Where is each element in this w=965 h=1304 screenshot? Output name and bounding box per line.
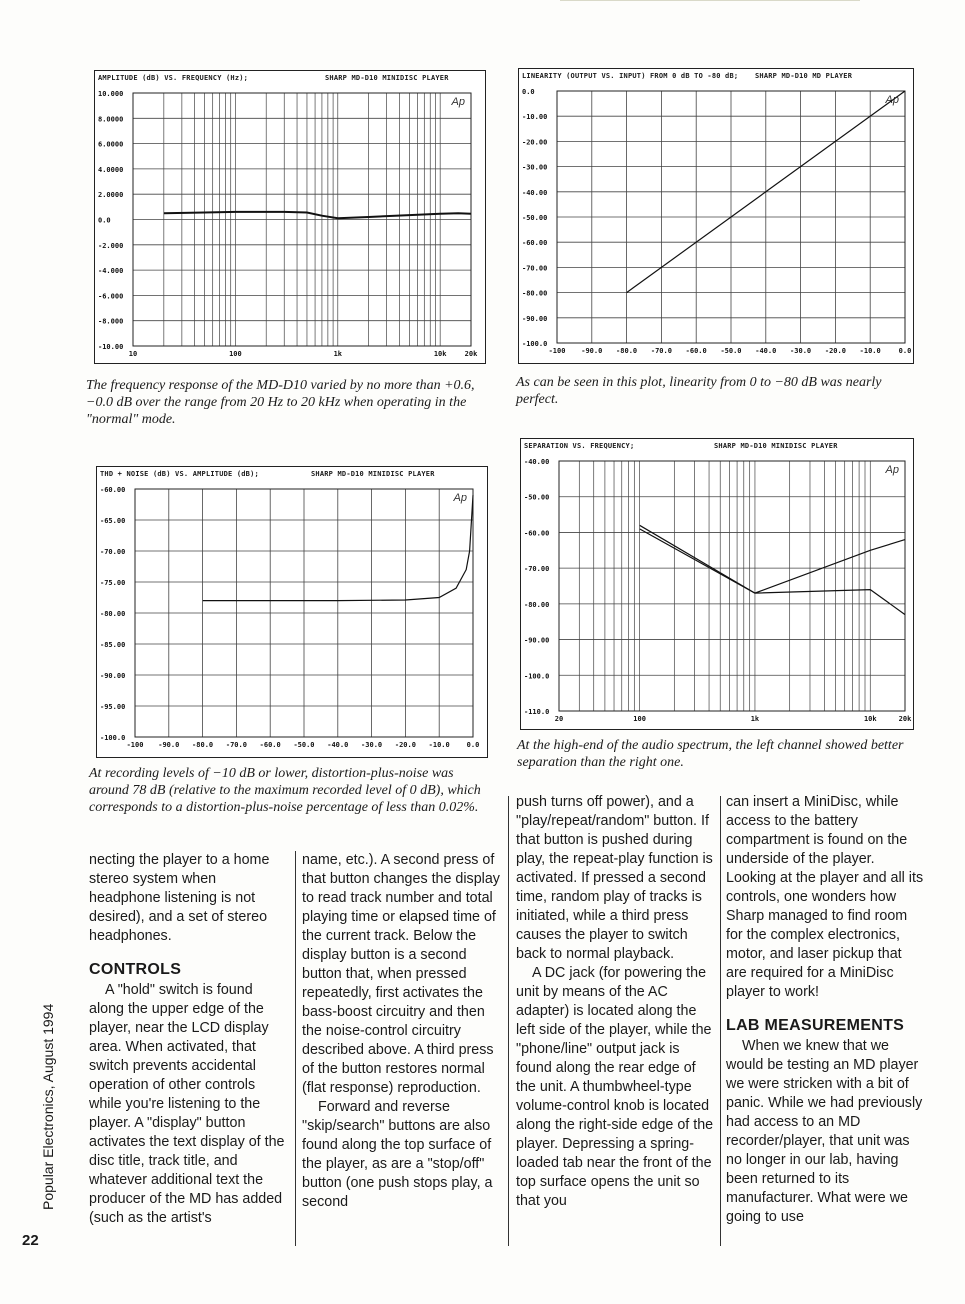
y-tick-label: -80.00 [524,600,550,609]
chart-subtitle: SHARP MD-D10 MD PLAYER [755,72,853,80]
chart-svg [95,71,485,363]
y-tick-label: -110.0 [524,708,550,716]
x-tick-label: 0.0 [466,741,480,749]
y-tick-label: -30.00 [522,163,548,172]
x-tick-label: 1k [333,350,343,358]
paragraph: A DC jack (for powering the unit by means of the AC adapter) is located along the left side of the player, while the "phone/line" output jack is found along the rear edge of the unit. A thumbwheel-type volume-control knob is located along the right-side edge of the player. Depressing a spring-loaded tab near the front of the top surface opens the unit so that you [516,965,714,1209]
section-heading-lab-measurements: LAB MEASUREMENTS [726,1017,905,1034]
y-tick-label: -8.000 [98,317,124,326]
y-tick-label: 8.0000 [98,115,124,124]
x-tick-label: -30.0 [790,347,812,355]
top-edge-line [560,0,860,1]
x-tick-label: 1k [750,715,760,723]
paragraph: Forward and reverse "skip/search" buttons are also found along the top surface of the player, as are a "stop/off" button (one push stops play, a second [302,1099,493,1210]
x-tick-label: 10 [128,350,138,358]
chart-title: LINEARITY (OUTPUT VS. INPUT) FROM 0 dB TO -80 dB; [522,72,739,80]
ap-watermark: Ap [885,464,899,476]
chart-svg [519,69,913,363]
x-tick-label: -70.0 [225,741,247,749]
y-tick-label: -80.00 [522,289,548,298]
running-footer: Popular Electronics, August 1994 [40,1003,56,1210]
x-tick-label: 0.0 [898,347,912,355]
x-tick-label: -90.0 [158,741,180,749]
y-tick-label: -85.00 [100,641,126,649]
y-tick-label: -100.0 [522,340,548,348]
paragraph: necting the player to a home stereo system when headphone listening is not desired), and a set of stereo headphones. [89,852,270,944]
separation-chart [520,438,914,730]
page-number: 22 [22,1232,39,1249]
section-heading-controls: CONTROLS [89,961,182,978]
y-tick-label: 6.0000 [98,140,124,149]
y-tick-label: 0.0 [98,216,111,225]
y-tick-label: 2.0000 [98,191,124,200]
y-tick-label: -60.00 [522,239,548,248]
ap-watermark: Ap [885,94,899,106]
y-tick-label: -50.00 [522,214,548,222]
x-tick-label: -50.0 [720,347,742,355]
article-column-2 [302,851,502,1212]
chart-svg [97,467,487,757]
y-tick-label: 0.0 [522,88,535,96]
x-tick-label: -10.0 [859,347,881,355]
frequency-response-chart [94,70,486,364]
paragraph: name, etc.). A second press of that button changes the display to read track number and total playing time or elapsed time of the current track. Below the display button is a second button that, when pressed repeatedly, first activates the bass-boost circuitry and then the noise-control circuitry described above. A third press of the button restores normal (flat response) reproduction. [302,852,500,1096]
chart-title: SEPARATION VS. FREQUENCY; [524,442,635,450]
chart-title: THD + NOISE (dB) VS. AMPLITUDE (dB); [100,470,259,478]
x-tick-label: -90.0 [581,347,603,355]
y-tick-label: -4.000 [98,267,124,276]
y-tick-label: -65.00 [100,517,126,525]
paragraph: push turns off power), and a "play/repeat/random" button. If that button is pushed during play, the repeat-play function is activated. If pressed a second time, random play of tracks is initiated, while a third press causes the player to switch back to normal playback. [516,794,713,962]
caption-frequency-response: The frequency response of the MD-D10 varied by no more than +0.6, −0.0 dB over the range from 20 Hz to 20 kHz when operating in the "normal" mode. [86,378,475,427]
y-tick-label: -60.00 [524,529,550,538]
y-tick-label: -90.00 [522,314,548,323]
x-tick-label: -40.0 [755,347,777,355]
y-tick-label: -10.00 [98,343,124,351]
y-tick-label: -70.00 [100,548,126,556]
column-rule [295,851,296,1246]
plot-frame [559,461,905,711]
y-tick-label: -6.000 [98,292,124,301]
x-tick-label: 10k [863,715,877,723]
x-tick-label: -40.0 [327,741,349,749]
y-tick-label: 10.000 [98,90,124,98]
x-tick-label: -30.0 [361,741,383,749]
linearity-chart [518,68,914,364]
y-tick-label: -50.00 [524,493,550,502]
article-column-1 [89,851,289,1228]
x-tick-label: -100 [548,347,566,355]
article-column-3 [516,793,716,1211]
x-tick-label: 100 [229,350,242,358]
y-tick-label: -90.00 [100,672,126,680]
y-tick-label: -80.00 [100,610,126,618]
y-tick-label: 4.0000 [98,165,124,174]
x-tick-label: -10.0 [428,741,450,749]
y-tick-label: -70.00 [524,565,550,574]
x-tick-label: -100 [126,741,144,749]
caption-thd-noise: At recording levels of −10 dB or lower, distortion-plus-noise was around 78 dB (relative to the maximum recorded level of 0 dB), which corresponds to a distortion-plus-noise percentage of less than 0.02%. [89,766,481,815]
y-tick-label: -100.0 [524,672,550,681]
chart-subtitle: SHARP MD-D10 MINIDISC PLAYER [714,442,838,450]
x-tick-label: -60.0 [259,741,281,749]
y-tick-label: -90.00 [524,636,550,645]
paragraph: When we knew that we would be testing an MD player we were stricken with a bit of panic. While we had previously had access to an MD recorder/player, that unit was no longer in our lab, having been returned to its manufacturer. What were we going to use [726,1038,923,1225]
x-tick-label: 20k [898,715,912,723]
x-tick-label: 20k [464,350,478,358]
chart-svg [521,439,913,729]
x-tick-label: -50.0 [293,741,315,749]
series-line [164,212,471,218]
column-rule [720,796,721,1246]
y-tick-label: -40.00 [524,458,550,466]
x-tick-label: 20 [554,715,564,723]
y-tick-label: -100.0 [100,734,126,742]
article-column-4 [726,793,926,1227]
y-tick-label: -75.00 [100,579,126,587]
x-tick-label: 100 [633,715,646,723]
ap-watermark: Ap [453,492,467,504]
y-tick-label: -2.000 [98,241,124,250]
x-tick-label: -70.0 [650,347,672,355]
x-tick-label: -60.0 [685,347,707,355]
paragraph: A "hold" switch is found along the upper edge of the player, near the LCD display area. When activated, that switch prevents accidental operation of other controls while you're listening to the player. A "display" button activates the text display of the disc title, track title, and whatever additional text the producer of the MD has added (such as the artist's [89,982,285,1226]
y-tick-label: -40.00 [522,188,548,197]
chart-subtitle: SHARP MD-D10 MINIDISC PLAYER [325,74,449,82]
x-tick-label: -20.0 [394,741,416,749]
column-rule [508,796,509,1246]
y-tick-label: -60.00 [100,486,126,494]
x-tick-label: -20.0 [824,347,846,355]
y-tick-label: -70.00 [522,264,548,273]
x-tick-label: -80.0 [192,741,214,749]
ap-watermark: Ap [451,96,465,108]
chart-subtitle: SHARP MD-D10 MINIDISC PLAYER [311,470,435,478]
caption-linearity: As can be seen in this plot, linearity from 0 to −80 dB was nearly perfect. [516,375,882,407]
y-tick-label: -95.00 [100,703,126,711]
x-tick-label: -80.0 [616,347,638,355]
y-tick-label: -10.00 [522,113,548,122]
chart-title: AMPLITUDE (dB) VS. FREQUENCY (Hz); [98,74,249,82]
y-tick-label: -20.00 [522,138,548,147]
thd-noise-chart [96,466,488,758]
paragraph: can insert a MiniDisc, while access to the battery compartment is found on the underside of the player. Looking at the player and all its controls, one wonders how Sharp managed to find room for the complex electronics, motor, and laser pickup that are required for a MiniDisc player to work! [726,794,924,1000]
caption-separation: At the high-end of the audio spectrum, the left channel showed better separation than the right one. [517,738,904,770]
x-tick-label: 10k [433,350,447,358]
